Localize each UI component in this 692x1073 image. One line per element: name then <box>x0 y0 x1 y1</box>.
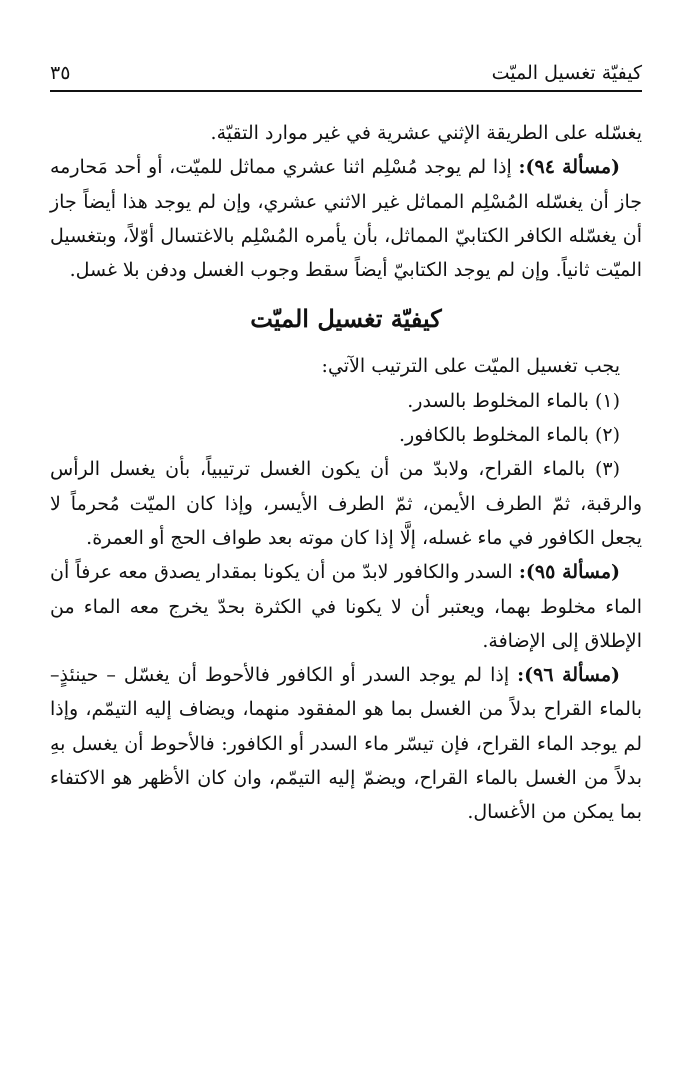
order-item-3: (٣) بالماء القراح، ولابدّ من أن يكون الغسل ترتيبياً، بأن يغسل الرأس والرقبة، ثمّ الطرف الأيمن، ثمّ الطرف الأيسر، وإذا كان الميّت مُحرماً لا يجعل الكافور في ماء غسله، إلَّا إذا كان موته بعد طواف الحج أو العمرة. <box>50 458 642 549</box>
issue-96-label: (مسألة ٩٦): <box>517 664 620 687</box>
issue-94 <box>50 150 642 287</box>
order-intro: يجب تغسيل الميّت على الترتيب الآتي: <box>321 355 620 378</box>
page-number: ٣٥ <box>50 62 71 84</box>
issue-95-text: السدر والكافور لابدّ من أن يكونا بمقدار يصدق معه عرفاً أن الماء مخلوط بهما، ويعتبر أن لا يكونا في الكثرة بحدّ يخرج معه الماء من الإطلاق إلى الإضافة. <box>50 561 642 652</box>
issue-94-label: (مسألة ٩٤): <box>518 156 620 179</box>
body-text <box>50 116 642 830</box>
order-item-1: (١) بالماء المخلوط بالسدر. <box>407 389 620 412</box>
order-item-2: (٢) بالماء المخلوط بالكافور. <box>399 424 620 447</box>
issue-95 <box>50 555 642 658</box>
issue-95-label: (مسألة ٩٥): <box>518 561 621 584</box>
paragraph-continuation: يغسّله على الطريقة الإثني عشرية في غير موارد التقيّة. <box>210 122 642 144</box>
section-title: كيفيّة تغسيل الميّت <box>250 304 442 334</box>
issue-96 <box>50 658 642 829</box>
running-title: كيفيّة تغسيل الميّت <box>491 62 642 84</box>
running-header <box>50 60 642 88</box>
header-rule <box>50 90 642 92</box>
issue-96-text: إذا لم يوجد السدر أو الكافور فالأحوط أن يغسّل – حينئذٍ– بالماء القراح بدلاً من الغسل بما هو المفقود منهما، ويضاف إليه التيمّم، وإذا لم يوجد الماء القراح، فإن تيسّر ماء السدر أو الكافور: فالأحوط أن يغسل بهِ بدلاً من الغسل بالماء القراح، ويضمّ إليه التيمّم، وان كان الأظهر هو الاكتفاء بما يمكن من الأغسال. <box>50 664 642 824</box>
issue-94-text: إذا لم يوجد مُسْلِم اثنا عشري مماثل للميّت، أو أحد مَحارمه جاز أن يغسّله المُسْلِم المماثل غير الاثني عشري، وإن لم يوجد هذا أيضاً جاز أن يغسّله الكافر الكتابيّ المماثل، بأن يأمره المُسْلِم بالاغتسال أوّلاً، وبتغسيل الميّت ثانياً. وإن لم يوجد الكتابيّ أيضاً سقط وجوب الغسل ودفن بلا غسل. <box>50 156 642 282</box>
